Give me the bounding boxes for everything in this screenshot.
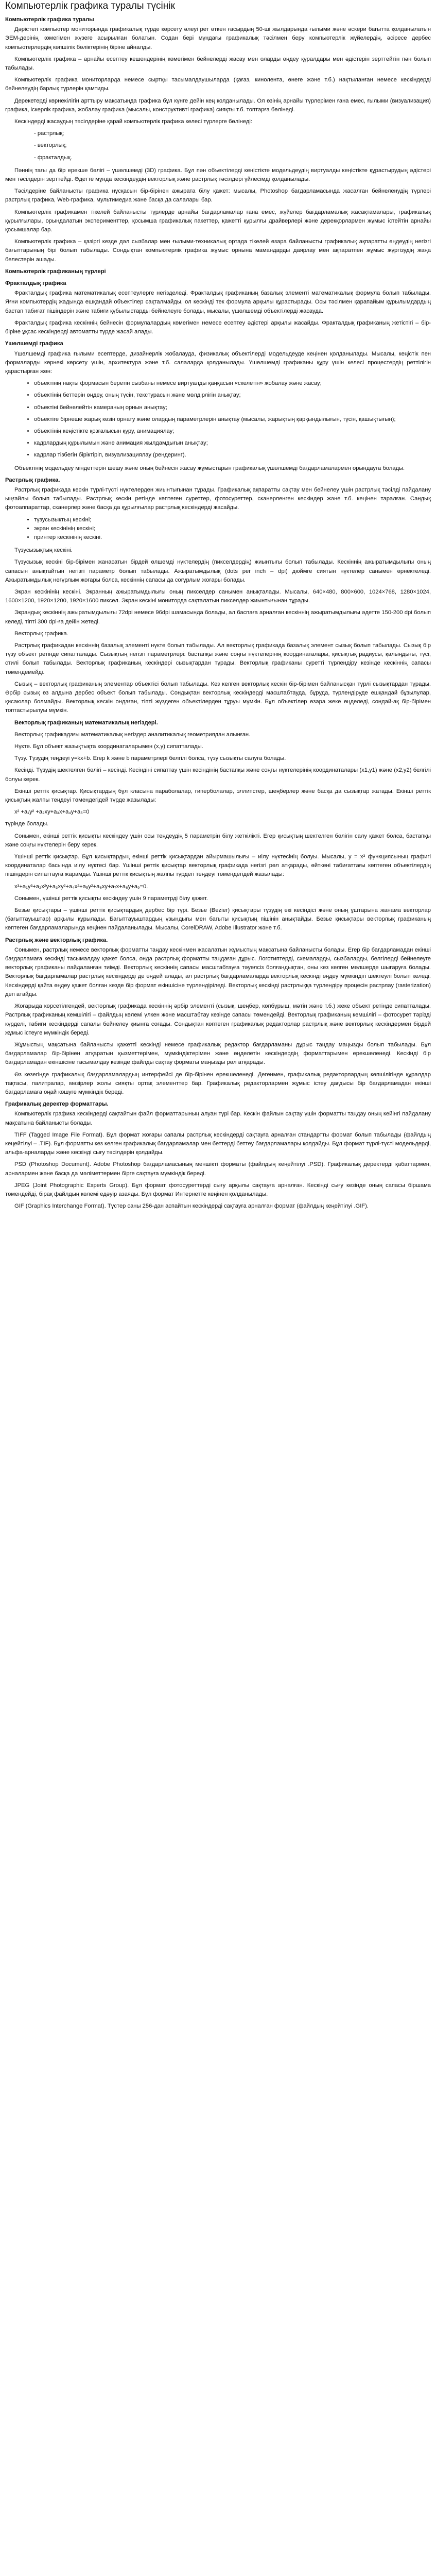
list-item: - фракталдық. [34, 154, 72, 161]
list-item: • объектінің кеңістікте қозғалысын құру, анимациялау; [34, 427, 431, 436]
paragraph: Өз кезегінде графикалық бағдарламалардың интерфейсі де бір-бірінен ерекшеленеді. Дегенмен, графикалық редакторлардың көпшілігінде құралдар тақтасы, палитралар, мәзірлер жолы сияқты ортақ элементтер бар. Графикалық редакторлармен жұмыс істеу дағдысы бір бағдарламадан екінші бағдарламаға оңай көшуге мүмкіндік береді. [5, 1071, 431, 1095]
paragraph: Растрлық графикада кескін түрлі-түсті нүктелерден жиынтығынан тұрады. Графикалық ақпаратты сақтау мен бейнелеу үшін растрлық тәсілді пайдалану ыңғайлы болып табылады. Растрлық кескін ретінде көптеген суреттер, фотосуреттер, сканерленген кескіндер және т.б. кеңінен таралған. Сандық фотоаппараттар, сканерлер және басқа да құрылғылар растрлық кескіндерді жасайды. [5, 486, 431, 511]
list-item: • объектіге бірнеше жарық көзін орнату және олардың параметрлерін анықтау (мысалы, жарықтың қарқындылығын, түсін, қашықтығын); [34, 415, 431, 424]
paragraph: Объектінің модельдеу міндеттерін шешу және оның бейнесін жасау жұмыстарын графикалық үшөлшемді бағдарламалармен орындауға болады. [14, 465, 405, 471]
list-item: • объектіні бейнелейтін камераның орнын анықтау; [34, 403, 431, 412]
paragraph: Дерекетерді көрнекілігін арттыру мақсатында графика бұл күнге дейін кең қолданылады. Ол өзінің арнайы түрлерімен ғана емес, ғылыми (визуализация) графика, іскерлік графика, жобалау графика (мысалы, конструктивті графика) сияқты т.б. топтарға бөлінеді. [5, 97, 431, 113]
section-heading: Компьютерлік графика туралы [5, 16, 94, 23]
paragraph: Сонымен, екінші реттік қисықты кескіндеу үшін осы теңдеудің 5 параметрін білу жеткілікті. Егер қисықтың шектелген бөлігін салу қажет болса, бастапқы және соңғы нүктелерін беру керек. [5, 833, 431, 848]
section-heading: Компьютерлік графиканың түрлері [5, 268, 106, 275]
paragraph: Компьютерлік графика – арнайы есептеу кешендерінің көмегімен бейнелерді жасау мен оларды өңдеу құралдары мен әдістерін зерттейтін пән болып табылады. [5, 56, 431, 72]
paragraph: Компьютерлік графика мониторларда немесе сыртқы тасымалдаушыларда (қағаз, кинолента, өнеге және т.б.) нақтыланған немесе кескіндерді бейнелеудің барлық түрлерін қамтиды. [5, 77, 431, 92]
page-title: Компьютерлік графика туралы түсінік [5, 1, 175, 11]
list-item: - растрлық; [34, 130, 64, 137]
document-page [0, 0, 436, 1222]
paragraph: Сонымен, растрлық немесе векторлық форматты таңдау кескінмен жасалатын жұмыстың мақсатына байланысты болады. Егер бір бағдарламадан екінші бағдарламаға кескінді тасымалдау қажет болса, онда растрлық форматты таңдаған дұрыс. Логотиптерді, схемаларды, сызбаларды, белгілерді бейнелеуге векторлық графиканы пайдаланған тиімді. Векторлық кескіннің сапасы масштабтауға тәуелсіз болғандықтан, оны кез келген мөлшерде шығаруға болады. Векторлық бағдарламалар растрлық кескіндерді де өңдей алады, ал растрлық бағдарламаларда векторлық кескінді өңдеу мүмкіндігі шектеулі болып келеді. Кескіндерді қайта өңдеу қажет болған кезде бір формат екіншісіне түрлендіріледі. Векторлық кескінді растрлыққа түрлендіру процесін растрлау (rasterization) деп атайды. [5, 946, 431, 997]
paragraph: GIF (Graphics Interchange Format). Түстер саны 256-дан аспайтын кескіндерді сақтауға арналған формат (файлдың кеңейтілуі .GIF). [14, 1203, 369, 1210]
paragraph: Компьютерлік графика кескіндерді сақтайтын файл форматтарының алуан түрі бар. Кескін файлын сақтау үшін форматты таңдау оның кейінгі пайдалану мақсатына байланысты болады. [5, 1111, 431, 1126]
paragraph: Жұмыстың мақсатына байланысты қажетті кескінді немесе графикалық редактор бағдарламаны дұрыс таңдау маңызды болып табылады. Бұл бағдарламалар бір-бірінен атқаратын қызметтерімен, мүмкіндіктерімен және өңделетін кескіндердің форматтарымен ерекшеленеді. Кескінді бір бағдарламадан екіншісіне тасымалдау кезінде файлды сақтау форматы маңызды рөл атқарады. [5, 1041, 431, 1066]
paragraph: Түзусызықтың кескіні. [14, 547, 73, 554]
section-heading: Растрлық және векторлық графика. [5, 937, 108, 943]
paragraph: Векторлық графика. [14, 630, 68, 637]
list-item: - векторлық; [34, 142, 67, 149]
list-item: • түзусызықтың кескіні; [34, 516, 431, 524]
paragraph: Жоғарыда көрсетілгендей, векторлық графикада кескіннің әрбір элементі (сызық, шеңбер, көпбұрыш, мәтін және т.б.) жеке объект ретінде сипатталады. Растрлық графиканың кемшілігі – файлдың көлемі үлкен және масштабтау кезінде сапасы төмендейді. Векторлық графиканың кемшілігі – фотосурет тәрізді күрделі, табиғи кескіндерді сапалы бейнелеу қиынға соғады. Сондықтан көптеген графикалық редакторлар растрлық және векторлық кескіндермен бірдей жұмыс істеуге мүмкіндік береді. [5, 1003, 431, 1036]
paragraph: Компьютерлік графикамен тікелей байланысты түрлерде арнайы бағдарламалар ғана емес, жүйелер бағдарламалық жасақтамалары, графикалық құрылғылары, орындалатын эксперименттер, қосымша графикалық пакеттер, қажетті құрылғы драйверлері және дерекқорлармен жұмыс істейтін арнайы қосымшалар бар. [5, 209, 431, 233]
paragraph: Дәрістегі компьютер мониторында графикалық түрде көрсету әлеуі рет өткен ғасырдың 50-ші жылдарында ғылыми және әскери бағытта қолданылатын ЭЕМ-дерінің көмегімен жүзеге асырылған болатын. Содан бері мұндағы графикалық тәсілмен беру компьютерлік жүйелердің, әсіресе дербес компьютерлердің көпшілік бөліктерінің біріне айналды. [5, 26, 431, 50]
list-item: • экран кескінінің кескіні; [34, 524, 431, 533]
list-item: • принтер кескінінің кескіні. [34, 533, 431, 542]
paragraph: PSD (Photoshop Document). Adobe Photoshop бағдарламасының меншікті форматы (файлдың кеңейтілуі .PSD). Графикалық деректерді қабаттармен, арналармен және басқа да мәліметтермен бірге сақтауға мүмкіндік береді. [5, 1161, 431, 1177]
paragraph: Экран кескінінің кескіні. Экранның ажыратымдылығы оның пикселдер санымен анықталады. Мысалы, 640×480, 800×600, 1024×768, 1280×1024, 1600×1200, 1920×1200, 1920×1600 пиксел. Экран кескіні мониторда сақталатын пикселдер жиынтығынан тұрады. [5, 588, 431, 604]
raster-image-types-list [5, 516, 431, 543]
paragraph: Үшөлшемді графика ғылыми есептерде, дизайнерлік жобалауда, физикалық объектілерді модельдеуде кеңінен қолданылады. Мысалы, кеңістік пен формаларды көрнекі көрсету үшін, архитектура және т.б. салаларда қолданылады. Үшөлшемді графиканы құру үшін келесі процестердің реттілігін қарастырған жөн: [5, 350, 431, 375]
formula: x³+a₁y³+a₂x²y+a₃xy²+a₄x²+a₅y²+a₆xy+a₇x+a₈y+a₉=0. [14, 883, 148, 890]
paragraph: Компьютерлік графика – қазіргі кезде дәл сызбалар мен ғылыми-техникалық ортада тікелей өзара байланысты графикалық ақпаратты өңдеудің негізгі бағыттарының бірі болып табылады. Сондықтан компьютерлік графика жұмыс орнына мамандарды даярлау мен ақпаратпен жұмыс жүргізудің жаңа белестерін ашады. [5, 239, 431, 263]
paragraph: Экрандық кескіннің ажыратымдылығы 72dpi немесе 96dpi шамасында болады, ал баспаға арналған кескіннің ажыратымдылығы әдетте 150-200 dpi болып келеді, тіпті 300 dpi-ға дейін жетеді. [5, 609, 431, 625]
paragraph: Түзусызық кескіні бір-бірімен жанасатын бірдей өлшемді нүктелердің (пикселдердің) жиынтығы болып табылады. Кескіннің ажыратымдылығы оның сапасын анықтайтын негізгі параметр болып табылады. Ажыратымдылық (dots per inch – dpi) дюймге сиятын нүктелер санымен өрнектеледі. Ажыратымдылық неғұрлым жоғары болса, кескіннің сапасы да соғұрлым жоғары болады. [5, 559, 431, 583]
paragraph: Безье қисықтары – үшінші реттік қисықтардың дербес бір түрі. Безье (Bezier) қисықтары түзудің екі кесіндісі және оның ұштарына жанама векторлар (бағыттауыштар) арқылы құрылады. Бағыттауыштардың ұзындығы мен бағыты қисықтың пішінін анықтайды. Безье қисықтары векторлық графиканың көптеген бағдарламаларында кеңінен пайдаланылады. Мысалы, CorelDRAW, Adobe Illustrator және т.б. [5, 907, 431, 931]
graphics-types-list [5, 129, 431, 162]
paragraph: JPEG (Joint Photographic Experts Group). Бұл формат фотосуреттерді сығу арқылы сақтауға арналған. Кескінді сығу кезінде оның сапасы біршама төмендейді, бірақ файлдың көлемі едәуір азаяды. Бұл формат Интернетте кеңінен қолданылады. [5, 1182, 431, 1197]
list-item: • объектінің нақты формасын беретін сызбаны немесе виртуалды қаңқасын «скелетін» жобалау және жасау; [34, 379, 431, 388]
subsection-heading: Үшөлшемді графика [5, 341, 63, 347]
subsection-heading: Фракталдық графика [5, 280, 66, 287]
paragraph: Сонымен, үшінші реттік қисықты кескіндеу үшін 9 параметрді білу қажет. [14, 895, 208, 902]
section-heading: Графикалық деректер форматтары. [5, 1101, 109, 1108]
paragraph: Пәннің тағы да бір ерекше бөлігі – үшөлшемді (3D) графика. Бұл пән объектілерді кеңістікте модельдеудің виртуалды кеңістікте құрастырудың әдістері мен тәсілдерін зерттейді. Әдетте мұнда кескіндеудің векторлық және растрлық тәсілдері үйлесімді қолданылады. [5, 167, 431, 183]
section-heading: Растрлық графика. [5, 477, 60, 483]
list-item: • объектінің беттерін өңдеу, оның түсін, текстурасын және мөлдірлігін анықтау; [34, 391, 431, 400]
paragraph: Тәсілдеріне байланысты графика нұсқасын бір-бірінен ажырата білу қажет: мысалы, Photoshop бағдарламасында жасалған бейнеленудің түрлері растрлық графика, Web-графика, мультимедиа және басқа да салалары бар. [5, 188, 431, 204]
list-item: • кадрлардың құрылымын және анимация жылдамдығын анықтау; [34, 439, 431, 448]
paragraph: Кескіндерді жасаудың тәсілдеріне қарай компьютерлік графика келесі түрлерге бөлінеді: [14, 118, 252, 125]
paragraph: Үшінші реттік қисықтар. Бұл қисықтардың екінші реттік қисықтардан айырмашылығы – иілу нүктесінің болуы. Мысалы, y = x³ функциясының графигі координаталар басында иілу нүктесі бар. Үшінші реттік қисықтар векторлық графикада негізгі рөл атқарады, өйткені табиғаттағы көптеген объектілердің пішіндерін сипаттауға жарамды. Үшінші реттік қисықтың жалпы түрдегі теңдеуі төмендегідей жазылады: [5, 854, 431, 878]
paragraph-heading: Векторлық графиканың математикалық негіздері. [14, 719, 158, 726]
list-item: • кадрлар тізбегін біріктіріп, визуализациялау (рендеринг). [34, 451, 431, 460]
paragraph: Нүкте. Бұл объект жазықтықта координаталарымен (x,y) сипатталады. [14, 743, 203, 750]
paragraph: Екінші реттік қисықтар. Қисықтардың бұл класына параболалар, гиперболалар, эллипстер, шеңберлер және басқа да сызықтар жатады. Екінші реттік қисықтың жалпы теңдеуі төмендегідей түрде жазылады: [5, 788, 431, 804]
paragraph: Фракталдық графика математикалық есептеулерге негізделеді. Фракталдық графиканың базалық элементі математикалық формула болып табылады. Яғни компьютердің жадында ешқандай объектілер сақталмайды, ол кескінді тек формула арқылы құрастырады. Осы тәсілмен қарапайым құрылымдардың бастап табиғат пішіндерін және табиғи құбылыстарды бейнелеуге болады, мысалы, үшөлшемді объектілерді жасауда. [5, 290, 431, 314]
paragraph: Фракталдық графика кескіннің бейнесін формулалардың көмегімен немесе есептеу әдістері арқылы жасайды. Фракталдық графиканың жетістігі – бір-біріне ұқсас кескіндерді автоматты түрде жасай алады. [5, 319, 431, 335]
modeling-steps-list [5, 379, 431, 460]
formula: x² +a₁y² +a₂xy+a₃x+a₄y+a₅=0 [14, 809, 90, 816]
paragraph: Кесінді. Түзудің шектелген бөлігі – кесінді. Кесіндіні сипаттау үшін кесіндінің бастапқы және соңғы нүктелерінің координаталары (x1,y1) және (x2,y2) белгілі болуы керек. [5, 767, 431, 783]
paragraph: түрінде болады. [5, 821, 49, 827]
paragraph: TIFF (Tagged Image File Format). Бұл формат жоғары сапалы растрлық кескіндерді сақтауға арналған стандартты формат болып табылады (файлдың кеңейтілуі – .TIF). Бұл форматты кез келген графикалық бағдарламалар мен беттерді беттеу бағдарламалары қолдайды. Бұл формат түрлі-түсті модельдерді, альфа-арналарды және кескінді сығу тәсілдерін қолдайды. [5, 1131, 431, 1156]
paragraph: Векторлық графикадағы математикалық негіздер аналитикалық геометриядан алынған. [14, 731, 251, 738]
paragraph: Сызық – векторлық графиканың элементар объектісі болып табылады. Кез келген векторлық кескін бір-бірімен байланысқан түрлі сызықтардан тұрады. Әрбір сызық өз алдына дербес объект болып табылады. Сондықтан векторлық кескіндерді масштабтауда, бұруда, түрлендіруде ешқандай бұзылулар, қисаюлар болмайды. Векторлық кескін ондаған, тіпті жүздеген объектілерден тұруы мүмкін. Бұл объектілер өзара жеке өңделеді, сондай-ақ бір-бірімен топтастырылуы мүмкін. [5, 681, 431, 714]
paragraph: Растрлық графикадан кескіннің базалық элементі нүкте болып табылады. Ал векторлық графикада базалық элемент сызық болып табылады. Сызық бір түзу объект ретінде сипатталады. Сызықтың негізгі параметрлері: бастапқы және соңғы нүктелерінің координаталары, қисықтық радиусы, қалыңдығы, түсі, стилі болып табылады. Векторлық графиканың кескіндері сызықтардан тұрады. Векторлық графиканы суретті түрлендіру кезінде кескіннің сапасы төмендемейді. [5, 642, 431, 675]
paragraph: Түзу. Түзудің теңдеуі y=kx+b. Егер k және b параметрлері белгілі болса, түзу сызықты салуға болады. [14, 755, 286, 762]
